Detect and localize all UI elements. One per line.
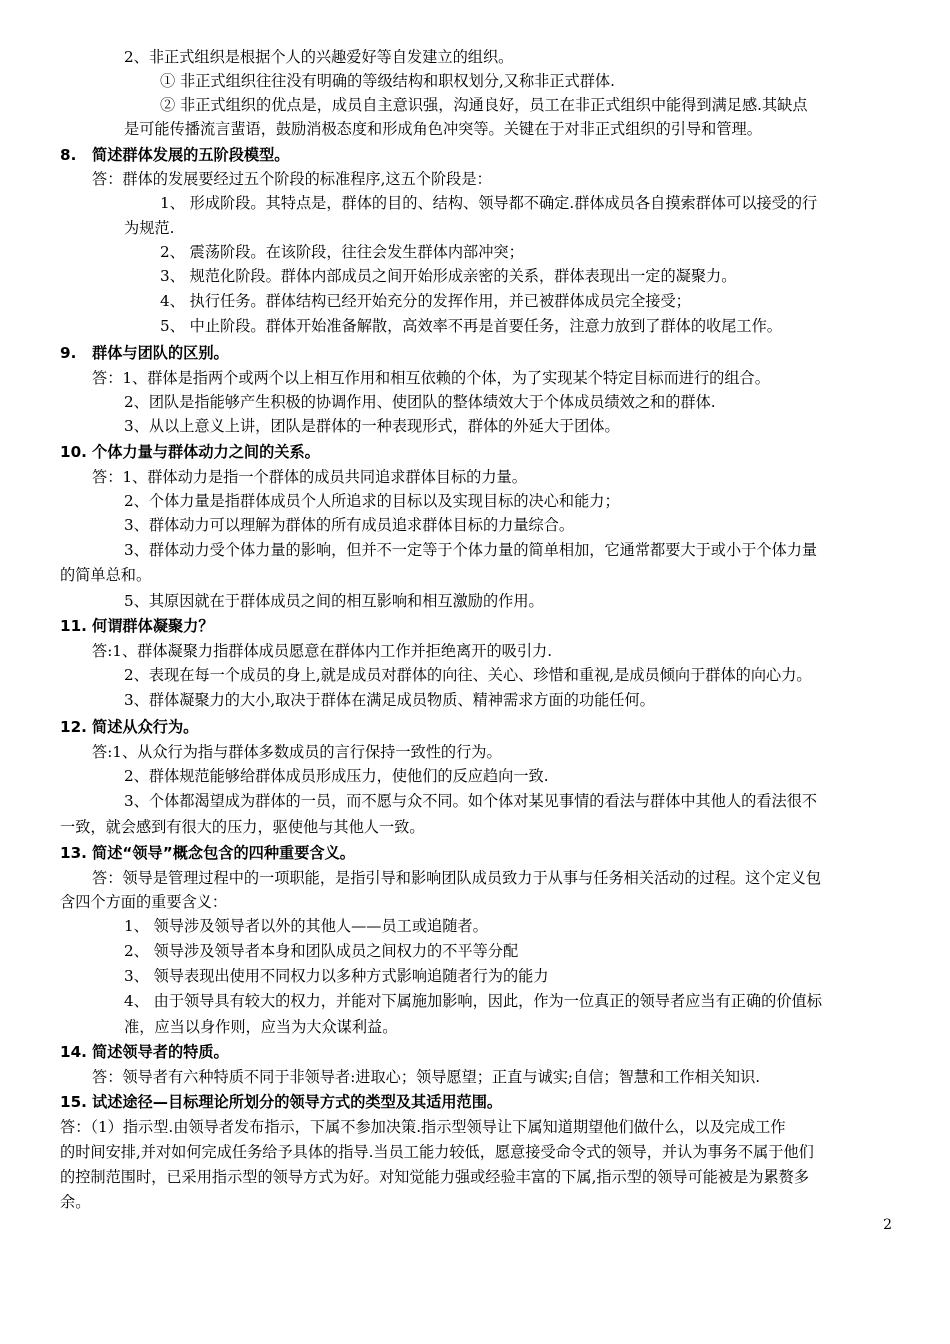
text-line: 3、 领导表现出使用不同权力以多种方式影响追随者行为的能力 — [124, 967, 549, 985]
section-heading — [60, 1040, 229, 1064]
section-heading — [60, 440, 320, 464]
text-line: 1、 形成阶段。其特点是，群体的目的、结构、领导都不确定.群体成员各自摸索群体可以接受的行 — [160, 194, 818, 212]
section-heading — [60, 841, 355, 865]
section-number: 11. — [60, 617, 87, 635]
text-line: 的控制范围时，已采用指示型的领导方式为好。对知觉能力强或经验丰富的下属,指示型的领导可能被是为累赘多 — [60, 1168, 810, 1186]
text-line: 余。 — [60, 1193, 91, 1211]
section-number: 9. — [60, 344, 77, 362]
text-line: 准，应当以身作则，应当为大众谋利益。 — [124, 1018, 398, 1036]
section-title: 简述从众行为。 — [92, 718, 199, 736]
text-line: 含四个方面的重要含义： — [60, 893, 228, 911]
text-line: ① 非正式组织往往没有明确的等级结构和职权划分,又称非正式群体. — [160, 72, 615, 90]
text-line: 3、个体都渴望成为群体的一员，而不愿与众不同。如个体对某见事情的看法与群体中其他人的看法很不 — [124, 792, 818, 810]
text-line: 一致，就会感到有很大的压力，驱使他与其他人一致。 — [60, 818, 425, 836]
text-line: 2、团队是指能够产生积极的协调作用、使团队的整体绩效大于个体成员绩效之和的群体. — [124, 393, 716, 411]
text-line: 答：领导是管理过程中的一项职能，是指引导和影响团队成员致力于从事与任务相关活动的过程。这个定义包 — [92, 869, 821, 887]
section-number: 10. — [60, 443, 87, 461]
section-title: 简述领导者的特质。 — [92, 1043, 229, 1061]
section-number: 12. — [60, 718, 87, 736]
text-line: 4、 由于领导具有较大的权力，并能对下属施加影响，因此，作为一位真正的领导者应当有正确的价值标 — [124, 992, 822, 1010]
text-line: 2、个体力量是指群体成员个人所追求的目标以及实现目标的决心和能力； — [124, 492, 620, 510]
section-title: 群体与团队的区别。 — [92, 344, 229, 362]
section-number: 13. — [60, 844, 87, 862]
section-title: 何谓群体凝聚力？ — [92, 617, 214, 635]
text-line: 答:1、群体凝聚力指群体成员愿意在群体内工作并拒绝离开的吸引力. — [92, 642, 553, 660]
text-line: 3、群体动力受个体力量的影响，但并不一定等于个体力量的简单相加，它通常都要大于或小于个体力量 — [124, 541, 818, 559]
text-line: 5、 中止阶段。群体开始准备解散，高效率不再是首要任务，注意力放到了群体的收尾工作。 — [160, 317, 782, 335]
text-line: 4、 执行任务。群体结构已经开始充分的发挥作用，并已被群体成员完全接受； — [160, 292, 691, 310]
text-line: 2、群体规范能够给群体成员形成压力，使他们的反应趋向一致. — [124, 767, 549, 785]
text-line: 2、 领导涉及领导者本身和团队成员之间权力的不平等分配 — [124, 942, 519, 960]
text-line: 答：（1）指示型.由领导者发布指示，下属不参加决策.指示型领导让下属知道期望他们做什么，以及完成工作 — [60, 1118, 786, 1136]
text-line: 是可能传播流言蜚语，鼓励消极态度和形成角色冲突等。关键在于对非正式组织的引导和管理。 — [124, 120, 762, 138]
text-line: 1、 领导涉及领导者以外的其他人——员工或追随者。 — [124, 917, 488, 935]
section-title: 试述途径—目标理论所划分的领导方式的类型及其适用范围。 — [92, 1093, 503, 1111]
section-title: 个体力量与群体动力之间的关系。 — [92, 443, 320, 461]
text-line: 2、非正式组织是根据个人的兴趣爱好等自发建立的组织。 — [124, 48, 514, 66]
section-heading — [60, 341, 229, 365]
text-line: 答：领导者有六种特质不同于非领导者:进取心；领导愿望；正直与诚实;自信；智慧和工作相关知识. — [92, 1068, 761, 1086]
section-heading — [60, 715, 198, 739]
section-title: 简述“领导”概念包含的四种重要含义。 — [92, 844, 355, 862]
section-title: 简述群体发展的五阶段模型。 — [92, 146, 290, 164]
section-number: 14. — [60, 1043, 87, 1061]
text-line: 5、其原因就在于群体成员之间的相互影响和相互激励的作用。 — [124, 592, 544, 610]
section-heading — [60, 143, 289, 167]
page-number: 2 — [883, 1217, 892, 1233]
text-line: 答：群体的发展要经过五个阶段的标准程序,这五个阶段是： — [92, 170, 492, 188]
text-line: 3、群体凝聚力的大小,取决于群体在满足成员物质、精神需求方面的功能任何。 — [124, 691, 655, 709]
text-line: 3、从以上意义上讲，团队是群体的一种表现形式，群体的外延大于团体。 — [124, 417, 620, 435]
text-line: 的简单总和。 — [60, 566, 152, 584]
section-heading — [60, 614, 214, 638]
text-line: ② 非正式组织的优点是，成员自主意识强，沟通良好，员工在非正式组织中能得到满足感.其缺点 — [160, 96, 808, 114]
section-number: 15. — [60, 1093, 87, 1111]
text-line: 的时间安排,并对如何完成任务给予具体的指导.当员工能力较低，愿意接受命令式的领导，并认为事务不属于他们 — [60, 1143, 814, 1161]
text-line: 2、表现在每一个成员的身上,就是成员对群体的向往、关心、珍惜和重视,是成员倾向于群体的向心力。 — [124, 666, 812, 684]
section-heading — [60, 1090, 502, 1114]
text-line: 为规范. — [124, 219, 175, 237]
section-number: 8. — [60, 146, 77, 164]
text-line: 3、群体动力可以理解为群体的所有成员追求群体目标的力量综合。 — [124, 516, 575, 534]
text-line: 答：1、群体是指两个或两个以上相互作用和相互依赖的个体，为了实现某个特定目标而进行的组合。 — [92, 369, 770, 387]
text-line: 答:1、从众行为指与群体多数成员的言行保持一致性的行为。 — [92, 743, 502, 761]
text-line: 3、 规范化阶段。群体内部成员之间开始形成亲密的关系，群体表现出一定的凝聚力。 — [160, 267, 737, 285]
text-line: 2、 震荡阶段。在该阶段，往往会发生群体内部冲突； — [160, 243, 524, 261]
text-line: 答：1、群体动力是指一个群体的成员共同追求群体目标的力量。 — [92, 468, 527, 486]
